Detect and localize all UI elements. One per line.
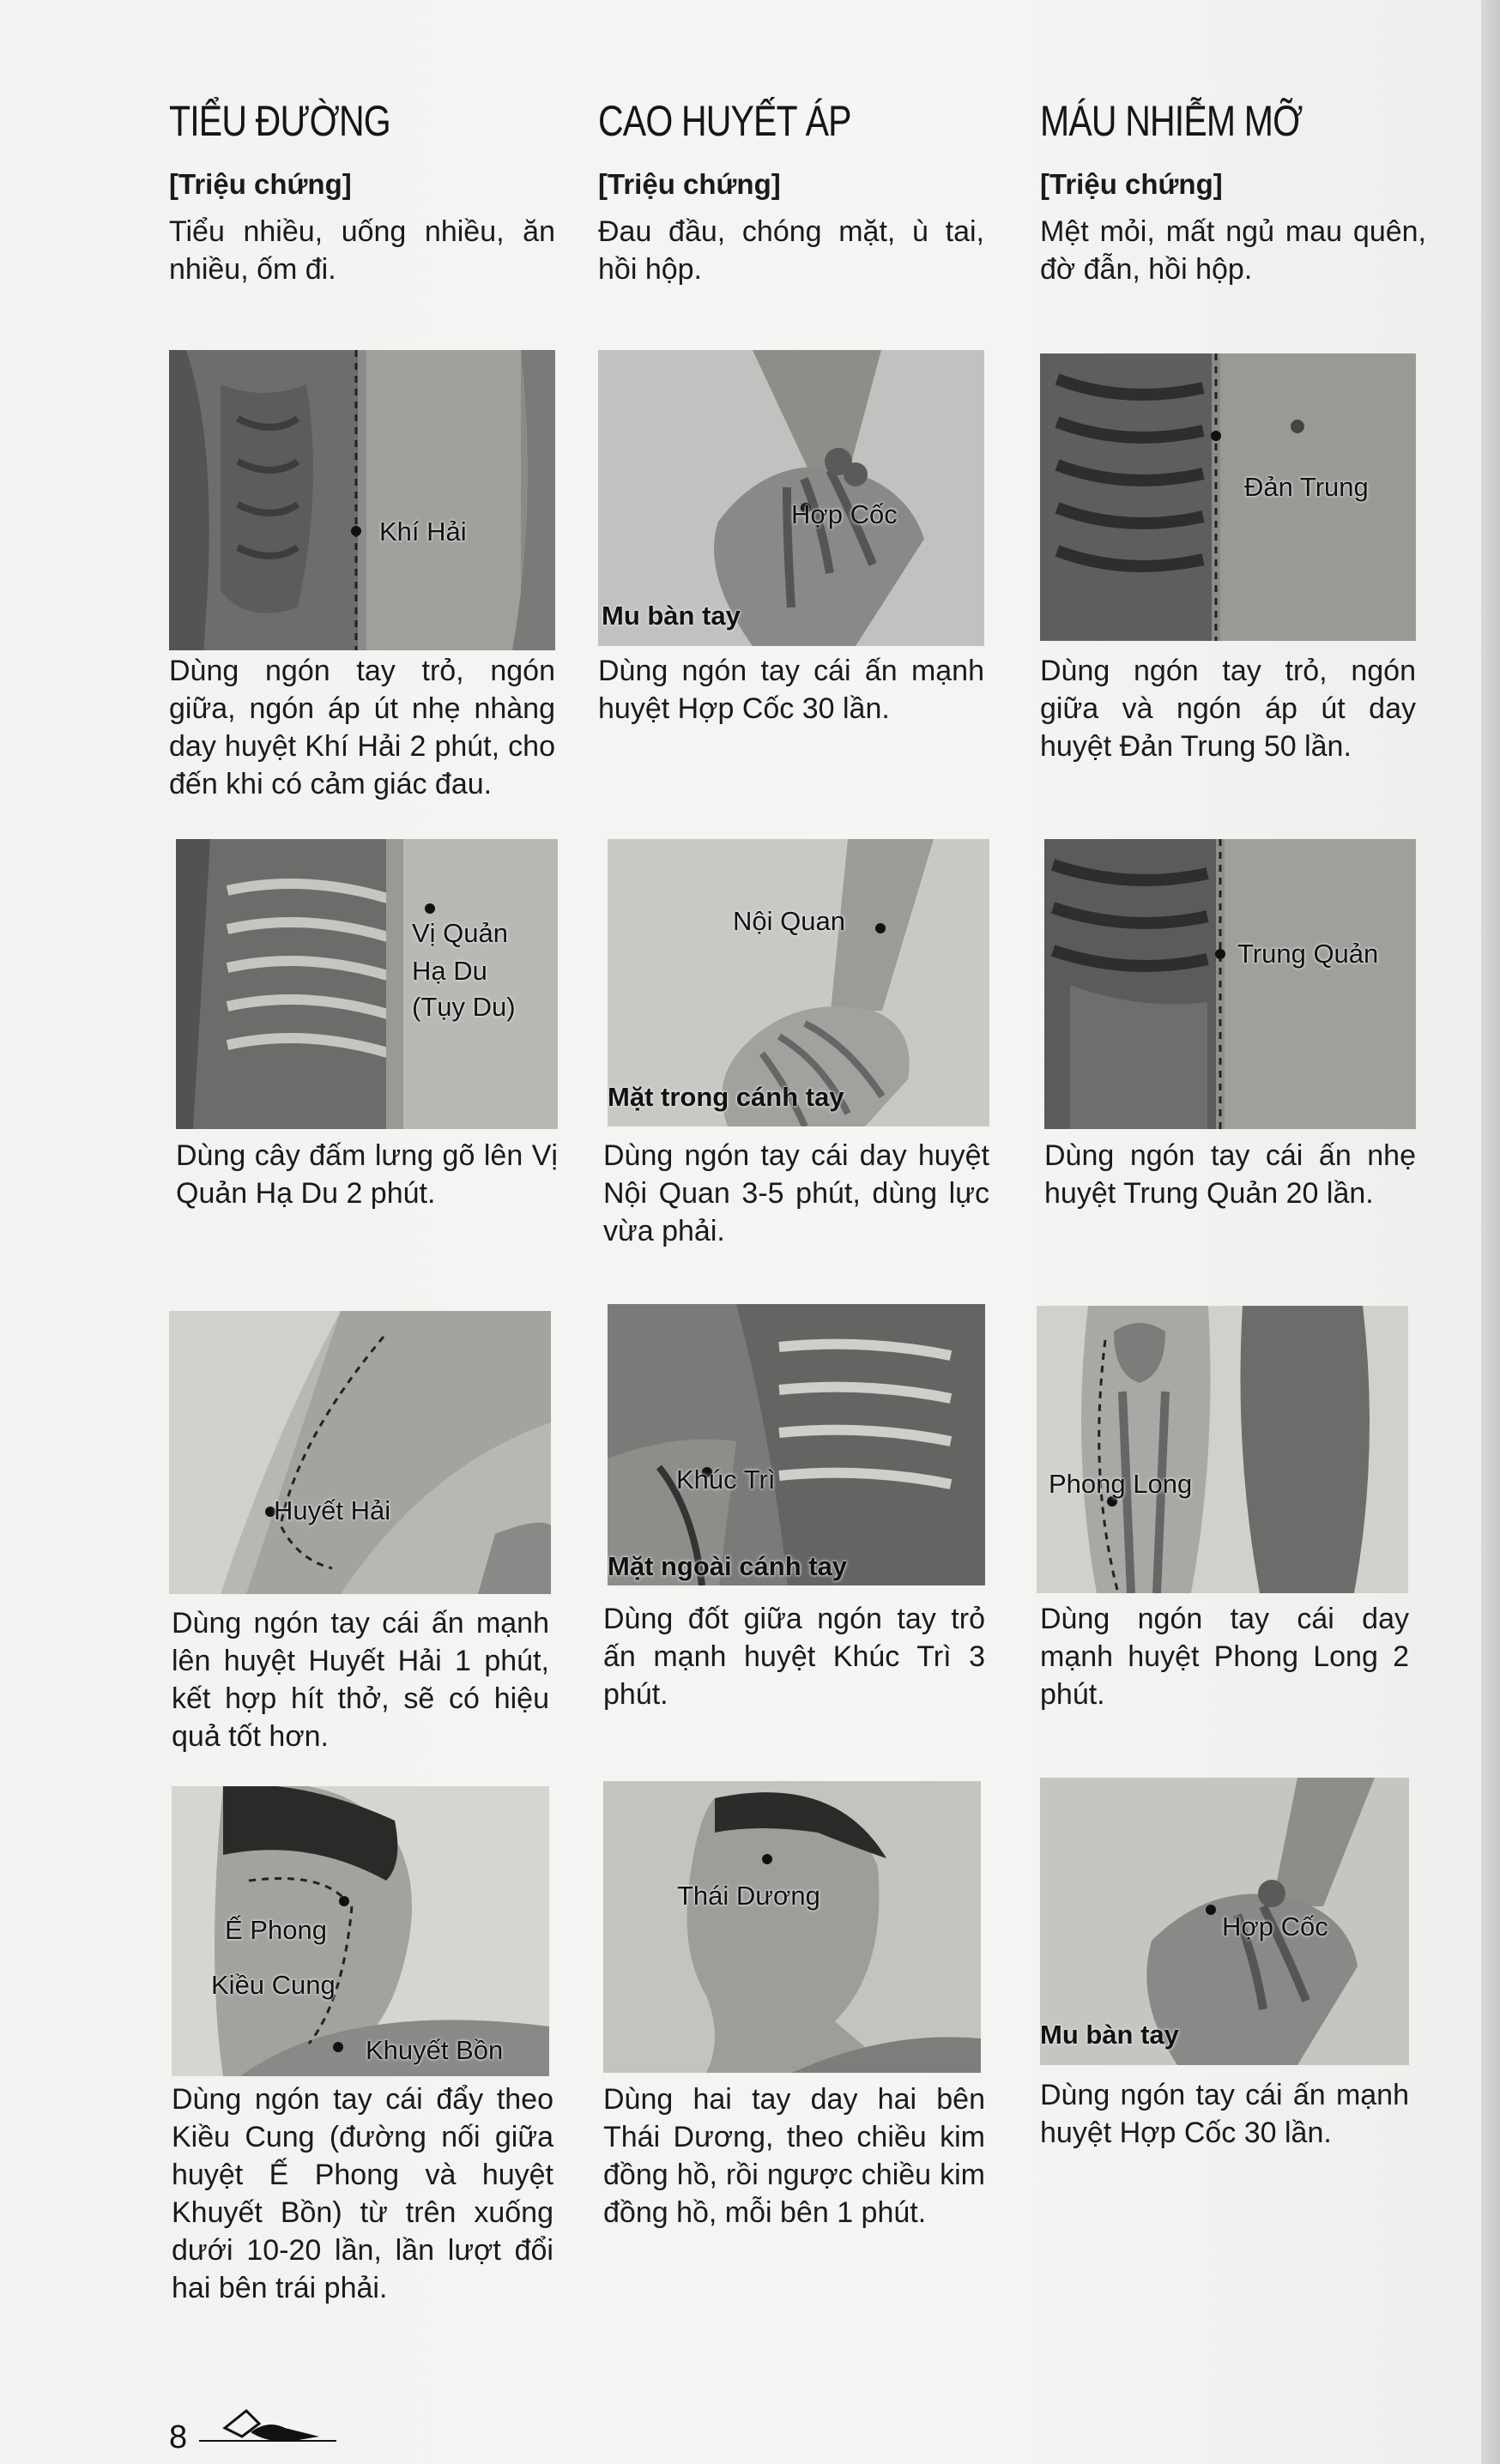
acupoint-label: Khuyết Bồn (366, 2035, 504, 2065)
technique-description: Dùng ngón tay cái day mạnh huyệt Phong Long 2 phút. (1040, 1603, 1409, 1711)
technique-description: Dùng đốt giữa ngón tay trỏ ấn mạnh huyệt Khúc Trì 3 phút. (603, 1603, 985, 1711)
page-ornament-icon (199, 2394, 336, 2445)
acupoint-dot (425, 903, 435, 914)
page-edge (1481, 0, 1500, 2464)
symptom-heading: [Triệu chứng] (1040, 168, 1223, 200)
technique-description: Dùng ngón tay trỏ, ngón giữa, ngón áp út nhẹ nhàng day huyệt Khí Hải 2 phút, cho đến khi có cảm giác đau. (169, 655, 555, 800)
technique-description: Dùng ngón tay cái đẩy theo Kiều Cung (đường nối giữa huyệt Ế Phong và huyệt Khuyết Bồn) từ trên xuống dưới 10-20 lần, lần lượt đổi hai bên trái phải. (172, 2083, 553, 2304)
acupoint-dot (1206, 1905, 1216, 1915)
acupoint-label: Trung Quản (1237, 939, 1379, 969)
illustration-elbow-khuc-tri (608, 1304, 985, 1585)
disease-title: CAO HUYẾT ÁP (598, 97, 851, 145)
acupoint-label: (Tụy Du) (412, 992, 516, 1022)
symptom-text: Tiểu nhiều, uống nhiều, ăn nhiều, ốm đi. (169, 215, 555, 286)
illustration-back-vi-quan (176, 839, 558, 1129)
symptom-heading: [Triệu chứng] (169, 168, 352, 200)
acupoint-dot (1215, 949, 1225, 959)
acupoint-label: Hợp Cốc (791, 499, 898, 529)
symptom-heading: [Triệu chứng] (598, 168, 781, 200)
illustration-leg-phong-long (1037, 1306, 1408, 1593)
acupoint-dot (762, 1854, 772, 1864)
technique-description: Dùng ngón tay cái ấn mạnh huyệt Hợp Cốc 30 lần. (598, 655, 984, 725)
technique-description: Dùng ngón tay cái day huyệt Nội Quan 3-5 phút, dùng lực vừa phải. (603, 1139, 989, 1247)
acupoint-label: Kiều Cung (211, 1970, 336, 2000)
illustration-abdomen-trung-quan (1044, 839, 1416, 1129)
technique-description: Dùng hai tay day hai bên Thái Dương, theo chiều kim đồng hồ, rồi ngược chiều kim đồng hồ, mỗi bên 1 phút. (603, 2083, 985, 2229)
acupoint-label: Hạ Du (412, 956, 487, 986)
illustration-chest-dan-trung (1040, 353, 1416, 641)
disease-title: TIỂU ĐƯỜNG (169, 97, 390, 145)
view-caption: Mặt trong cánh tay (608, 1082, 844, 1112)
acupoint-label: Phong Long (1049, 1469, 1193, 1499)
acupoint-label: Khúc Trì (676, 1465, 776, 1495)
illustration-hand-hop-coc (598, 350, 984, 646)
view-caption: Mặt ngoài cánh tay (608, 1551, 848, 1581)
acupoint-label: Ế Phong (225, 1915, 327, 1945)
acupoint-label: Đản Trung (1244, 472, 1369, 502)
illustration-abdomen-khi-hai (169, 350, 555, 650)
acupoint-dot (1211, 431, 1221, 441)
technique-description: Dùng cây đấm lưng gõ lên Vị Quản Hạ Du 2 phút. (176, 1139, 558, 1210)
illustration-leg-huyet-hai (169, 1311, 551, 1594)
illustration-hand-hop-coc-2 (1040, 1778, 1409, 2065)
page-number: 8 (169, 2419, 188, 2455)
acupoint-dot (333, 2042, 343, 2052)
technique-description: Dùng ngón tay cái ấn mạnh huyệt Hợp Cốc 30 lần. (1040, 2079, 1409, 2149)
acupoint-dot (351, 526, 361, 536)
disease-title: MÁU NHIỄM MỠ (1040, 97, 1303, 145)
illustration-head-kieu-cung (172, 1786, 549, 2076)
acupoint-label: Hợp Cốc (1222, 1911, 1328, 1942)
acupoint-label: Thái Dương (677, 1881, 820, 1911)
technique-description: Dùng ngón tay cái ấn nhẹ huyệt Trung Quản 20 lần. (1044, 1139, 1416, 1210)
acupoint-label: Khí Hải (379, 516, 467, 547)
technique-description: Dùng ngón tay trỏ, ngón giữa và ngón áp út day huyệt Đản Trung 50 lần. (1040, 655, 1416, 763)
symptom-text: Đau đầu, chóng mặt, ù tai, hồi hộp. (598, 215, 984, 286)
acupoint-label: Nội Quan (733, 906, 845, 936)
illustration-head-thai-duong (603, 1781, 981, 2073)
view-caption: Mu bàn tay (1040, 2020, 1179, 2050)
technique-description: Dùng ngón tay cái ấn mạnh lên huyệt Huyết Hải 1 phút, kết hợp hít thở, sẽ có hiệu quả tốt hơn. (172, 1607, 549, 1753)
acupoint-dot (339, 1896, 349, 1906)
acupoint-dot (875, 923, 886, 933)
acupoint-label: Huyết Hải (274, 1495, 391, 1525)
view-caption: Mu bàn tay (602, 601, 741, 631)
acupoint-label: Vị Quản (412, 918, 509, 948)
illustration-arm-noi-quan (608, 839, 989, 1126)
symptom-text: Mệt mỏi, mất ngủ mau quên, đờ đẫn, hồi hộp. (1040, 215, 1426, 286)
